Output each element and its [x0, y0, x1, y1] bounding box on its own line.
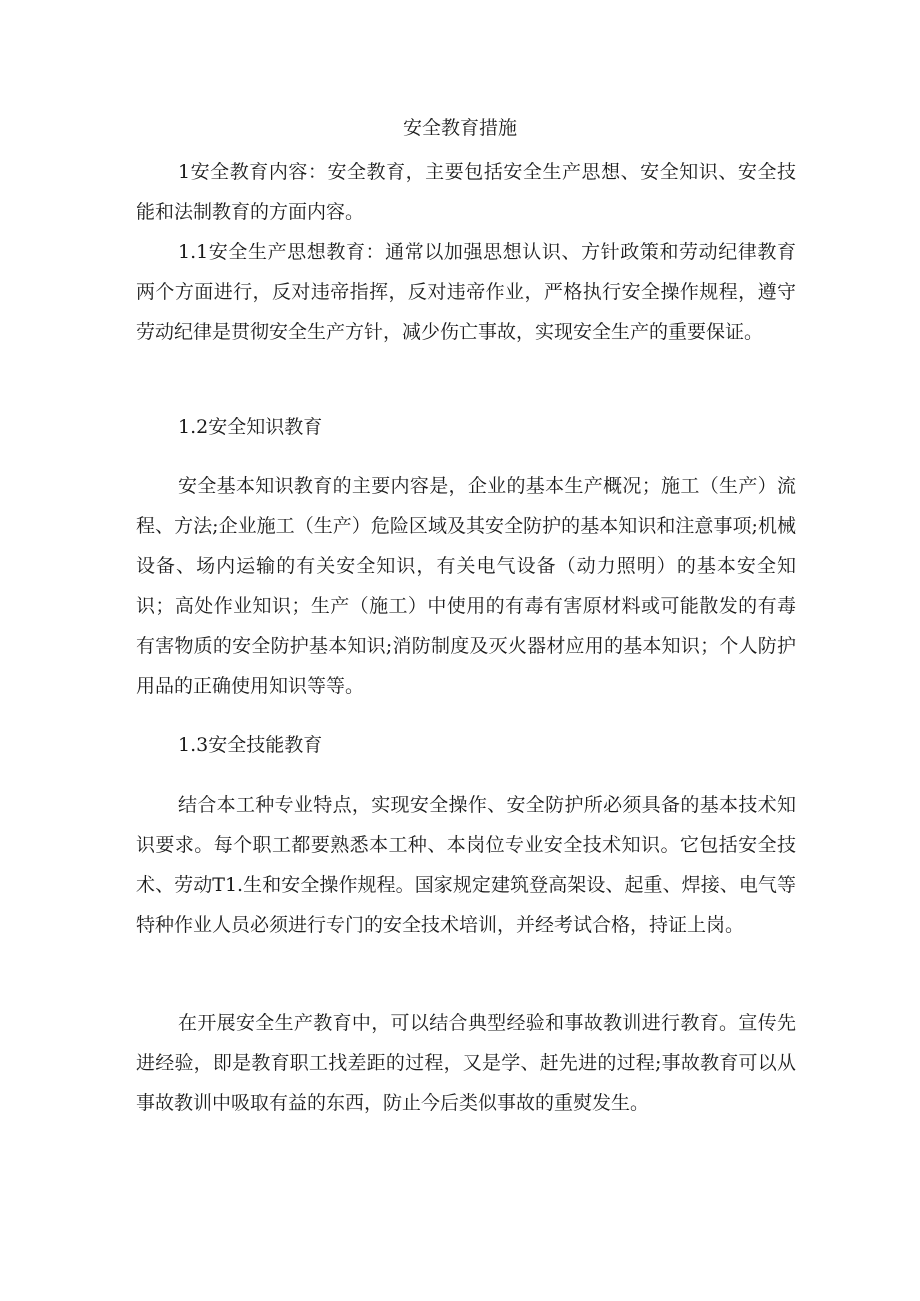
- document-title: 安全教育措施: [402, 117, 517, 139]
- paragraph-safety-education-content: 1安全教育内容：安全教育，主要包括安全生产思想、安全知识、安全技能和法制教育的方面内容。: [136, 161, 796, 223]
- heading-safety-knowledge-education: 1.2安全知识教育: [178, 416, 323, 438]
- paragraph-safety-thought-education: 1.1安全生产思想教育：通常以加强思想认识、方针政策和劳动纪律教育两个方面进行，反对违帝指挥，反对违帝作业，严格执行安全操作规程，遵守劳动纪律是贯彻安全生产方针，减少伤亡事故，实现安全生产的重要保证。: [136, 241, 796, 343]
- paragraph-basic-safety-knowledge: 安全基本知识教育的主要内容是，企业的基本生产概况；施工（生产）流程、方法;企业施工（生产）危险区域及其安全防护的基本知识和注意事项;机械设备、场内运输的有关安全知识，有关电气设备（动力照明）的基本安全知识；高处作业知识；生产（施工）中使用的有毒有害原材料或可能散发的有毒有害物质的安全防护基本知识;消防制度及灭火器材应用的基本知识；个人防护用品的正确使用知识等等。: [136, 475, 796, 697]
- paragraph-safety-skill-content: 结合本工种专业特点，实现安全操作、安全防护所必须具备的基本技术知识要求。每个职工都要熟悉本工种、本岗位专业安全技术知识。它包括安全技术、劳动T1.生和安全操作规程。国家规定建筑登高架设、起重、焊接、电气等特种作业人员必须进行专门的安全技术培训，并经考试合格，持证上岗。: [136, 794, 796, 936]
- heading-safety-skill-education: 1.3安全技能教育: [178, 734, 323, 756]
- paragraph-experience-and-lessons: 在开展安全生产教育中，可以结合典型经验和事故教训进行教育。宣传先进经验，即是教育职工找差距的过程，又是学、赶先进的过程;事故教育可以从事故教训中吸取有益的东西，防止今后类似事故的重熨发生。: [136, 1012, 796, 1114]
